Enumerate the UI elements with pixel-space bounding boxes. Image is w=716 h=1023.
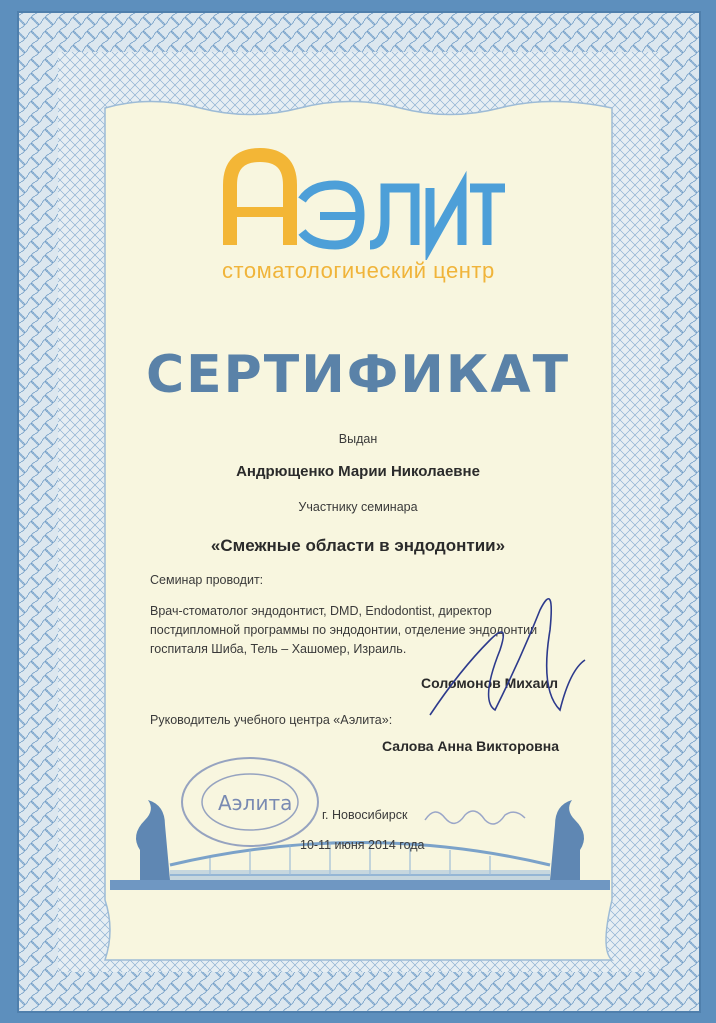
- lecturer-description-line-2: постдипломной программы по эндодонтии, отделение эндодонтии: [150, 623, 538, 637]
- lecturer-description-line-1: Врач-стоматолог эндодонтист, DMD, Endodontist, директор: [150, 604, 492, 618]
- head-name: Салова Анна Викторовна: [382, 738, 560, 754]
- seal-stamp: [178, 752, 328, 852]
- recipient-name: Андрющенко Марии Николаевне: [236, 463, 480, 480]
- seminar-title: «Смежные области в эндодонтии»: [210, 536, 506, 555]
- brand-logo: [220, 140, 520, 260]
- city: г. Новосибирск: [322, 808, 408, 822]
- head-label: Руководитель учебного центра «Аэлита»:: [150, 713, 393, 727]
- participant-label: Участнику семинара: [298, 500, 418, 514]
- date: 10-11 июня 2014 года: [300, 838, 425, 852]
- certificate-title: СЕРТИФИКАТ: [145, 345, 571, 405]
- lecturer-name: Соломонов Михаил: [421, 675, 558, 691]
- lecturer-signature: [420, 570, 590, 730]
- lecturer-description-line-3: госпиталя Шиба, Тель – Хашомер, Израиль.: [150, 642, 407, 656]
- svg-text:Аэлита: Аэлита: [218, 791, 293, 815]
- issued-label: Выдан: [338, 432, 378, 446]
- head-signature: [420, 800, 530, 835]
- brand-subtitle: стоматологический центр: [222, 258, 495, 283]
- lecturer-label: Семинар проводит:: [150, 573, 264, 587]
